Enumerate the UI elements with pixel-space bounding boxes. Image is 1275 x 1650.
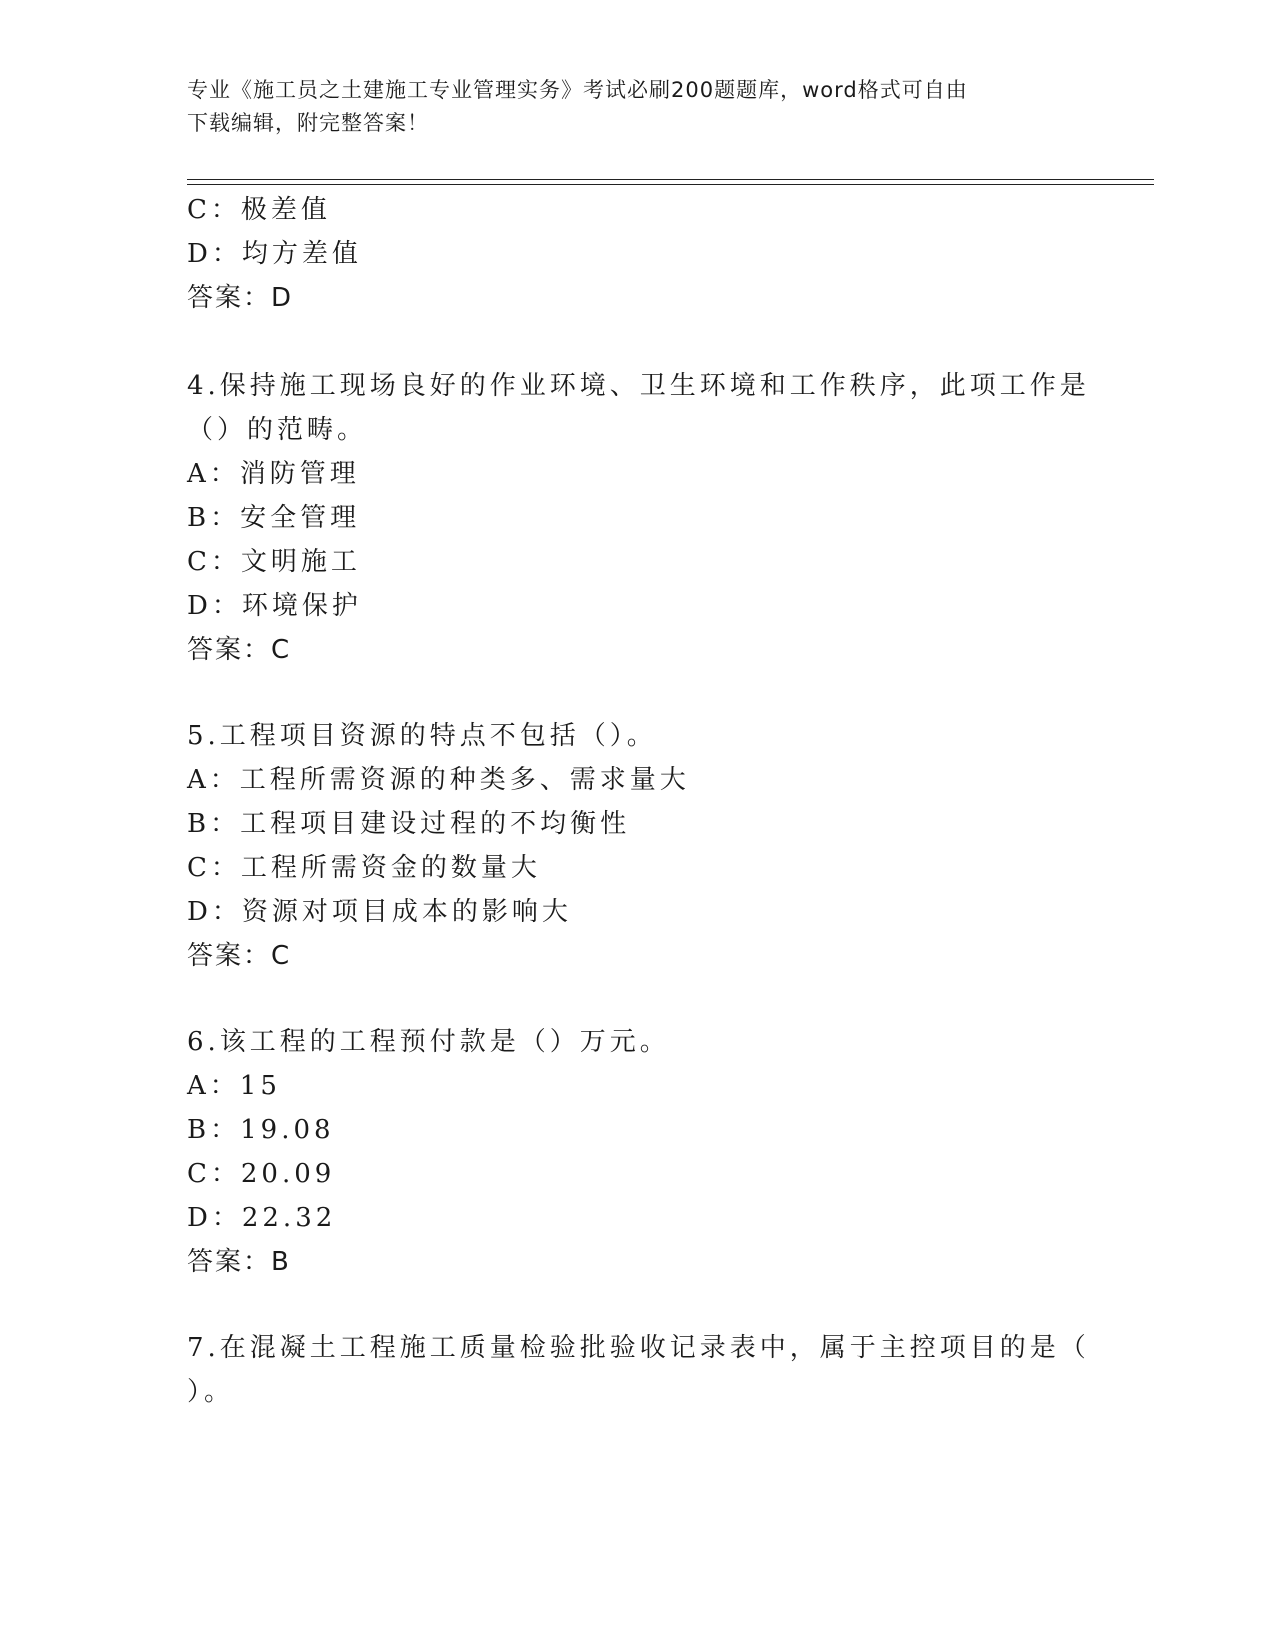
q5-answer: 答案：C [187,941,292,971]
q7-stem-line-2: ）。 [187,1377,235,1407]
q5-option-b: B：工程项目建设过程的不均衡性 [187,809,631,839]
q4-option-a: A：消防管理 [187,459,360,489]
q4-answer: 答案：C [187,635,292,665]
q3-option-c: C：极差值 [187,195,331,225]
q3-option-d: D：均方差值 [187,239,362,269]
q6-option-d: D：22.32 [187,1203,337,1233]
header-divider-top [187,179,1154,180]
q7-stem-line-1: 7.在混凝土工程施工质量检验批验收记录表中，属于主控项目的是（ [187,1333,1090,1363]
q6-option-c: C：20.09 [187,1159,336,1189]
q4-stem-line-1: 4.保持施工现场良好的作业环境、卫生环境和工作秩序，此项工作是 [187,371,1090,401]
q6-option-b: B：19.08 [187,1115,335,1145]
document-header [187,74,1067,140]
q6-option-a: A：15 [187,1071,281,1101]
q4-option-d: D：环境保护 [187,591,362,621]
q5-option-d: D：资源对项目成本的影响大 [187,897,572,927]
header-line-2: 下载编辑，附完整答案！ [187,111,429,135]
q4-stem-line-2: （）的范畴。 [187,415,368,445]
header-divider-bottom [187,184,1154,185]
q5-stem: 5.工程项目资源的特点不包括（）。 [187,721,657,751]
q4-option-c: C：文明施工 [187,547,361,577]
q5-option-a: A：工程所需资源的种类多、需求量大 [187,765,690,795]
header-line-1: 专业《施工员之土建施工专业管理实务》考试必刷200题题库，word格式可自由 [187,78,968,102]
q5-option-c: C：工程所需资金的数量大 [187,853,541,883]
q4-option-b: B：安全管理 [187,503,361,533]
q6-stem: 6.该工程的工程预付款是（）万元。 [187,1027,670,1057]
q6-answer: 答案：B [187,1247,291,1277]
q3-answer: 答案：D [187,283,294,313]
